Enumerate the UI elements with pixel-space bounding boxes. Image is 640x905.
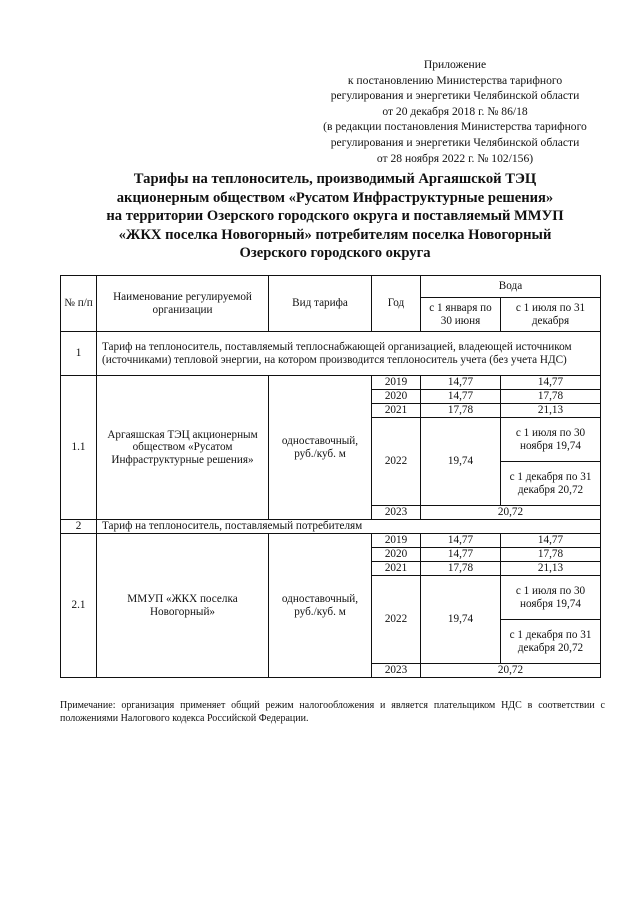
value-cell: 14,77 bbox=[421, 534, 501, 548]
table-row bbox=[61, 534, 601, 548]
title-line: Тарифы на теплоноситель, производимый Аргаяшской ТЭЦ bbox=[133, 171, 537, 187]
tariff-type: одноставочный, руб./куб. м bbox=[269, 376, 372, 520]
title-line: на территории Озерского городского округа и поставляемый ММУП bbox=[106, 208, 564, 224]
value-cell-split: с 1 декабря по 31 декабря 20,72 bbox=[501, 620, 601, 664]
appendix-line: регулирования и энергетики Челябинской области bbox=[330, 89, 580, 103]
value-cell: 14,77 bbox=[421, 376, 501, 390]
value-cell: 17,78 bbox=[501, 390, 601, 404]
value-cell: 14,77 bbox=[421, 390, 501, 404]
year-cell: 2020 bbox=[372, 390, 421, 404]
year-cell: 2021 bbox=[372, 562, 421, 576]
value-cell: 17,78 bbox=[421, 404, 501, 418]
section-title: Тариф на теплоноситель, поставляемый теплоснабжающей организацией, владеющей источником (источниками) тепловой энергии, на котором производится теплоноситель учета (без учета НДС) bbox=[97, 332, 601, 376]
section-num: 1 bbox=[61, 332, 97, 376]
section-title: Тариф на теплоноситель, поставляемый потребителям bbox=[97, 520, 601, 534]
tariff-type: одноставочный, руб./куб. м bbox=[269, 534, 372, 678]
footnote: Примечание: организация применяет общий режим налогообложения и является плательщиком НДС в соответствии с положениями Налогового кодекса Российской Федерации. bbox=[60, 700, 605, 724]
value-cell: 14,77 bbox=[501, 376, 601, 390]
year-cell: 2019 bbox=[372, 376, 421, 390]
header-water: Вода bbox=[421, 276, 601, 298]
org-name: ММУП «ЖКХ поселка Новогорный» bbox=[97, 534, 269, 678]
year-cell: 2019 bbox=[372, 534, 421, 548]
year-cell: 2021 bbox=[372, 404, 421, 418]
year-cell: 2020 bbox=[372, 548, 421, 562]
year-cell: 2022 bbox=[372, 576, 421, 664]
value-cell: 14,77 bbox=[501, 534, 601, 548]
value-cell: 14,77 bbox=[421, 548, 501, 562]
title-line: акционерным обществом «Русатом Инфраструктурные решения» bbox=[116, 189, 554, 206]
header-num: № п/п bbox=[61, 276, 97, 332]
appendix-line: регулирования и энергетики Челябинской области bbox=[330, 135, 580, 149]
header-half2: с 1 июля по 31 декабря bbox=[501, 298, 601, 332]
title-line: «ЖКХ поселка Новогорный» потребителям поселка Новогорный bbox=[118, 226, 552, 243]
table-row bbox=[61, 376, 601, 390]
header-type: Вид тарифа bbox=[269, 276, 372, 332]
value-cell-merged: 20,72 bbox=[421, 664, 601, 678]
value-cell: 19,74 bbox=[421, 418, 501, 506]
row-num: 2.1 bbox=[61, 534, 97, 678]
header-half1: с 1 января по 30 июня bbox=[421, 298, 501, 332]
appendix-line: к постановлению Министерства тарифного bbox=[347, 73, 563, 87]
appendix-line: Приложение bbox=[423, 58, 487, 71]
value-cell: 17,78 bbox=[421, 562, 501, 576]
value-cell-split: с 1 декабря по 31 декабря 20,72 bbox=[501, 462, 601, 506]
year-cell: 2022 bbox=[372, 418, 421, 506]
value-cell: 19,74 bbox=[421, 576, 501, 664]
value-cell-merged: 20,72 bbox=[421, 506, 601, 520]
appendix-line: (в редакции постановления Министерства тарифного bbox=[323, 120, 587, 134]
section-num: 2 bbox=[61, 520, 97, 534]
value-cell-split: с 1 июля по 30 ноября 19,74 bbox=[501, 418, 601, 462]
year-cell: 2023 bbox=[372, 664, 421, 678]
appendix-line: от 20 декабря 2018 г. № 86/18 bbox=[382, 104, 528, 118]
header-year: Год bbox=[372, 276, 421, 332]
document-title bbox=[60, 170, 610, 263]
appendix-line: от 28 ноября 2022 г. № 102/156) bbox=[376, 151, 534, 165]
year-cell: 2023 bbox=[372, 506, 421, 520]
org-name: Аргаяшская ТЭЦ акционерным обществом «Русатом Инфраструктурные решения» bbox=[97, 376, 269, 520]
tariff-table bbox=[60, 275, 601, 678]
section-row bbox=[61, 332, 601, 376]
header-row bbox=[61, 276, 601, 298]
section-row bbox=[61, 520, 601, 534]
value-cell-split: с 1 июля по 30 ноября 19,74 bbox=[501, 576, 601, 620]
appendix-header bbox=[290, 57, 620, 166]
value-cell: 17,78 bbox=[501, 548, 601, 562]
value-cell: 21,13 bbox=[501, 562, 601, 576]
title-line: Озерского городского округа bbox=[239, 245, 431, 261]
header-org: Наименование регулируемой организации bbox=[97, 276, 269, 332]
row-num: 1.1 bbox=[61, 376, 97, 520]
value-cell: 21,13 bbox=[501, 404, 601, 418]
